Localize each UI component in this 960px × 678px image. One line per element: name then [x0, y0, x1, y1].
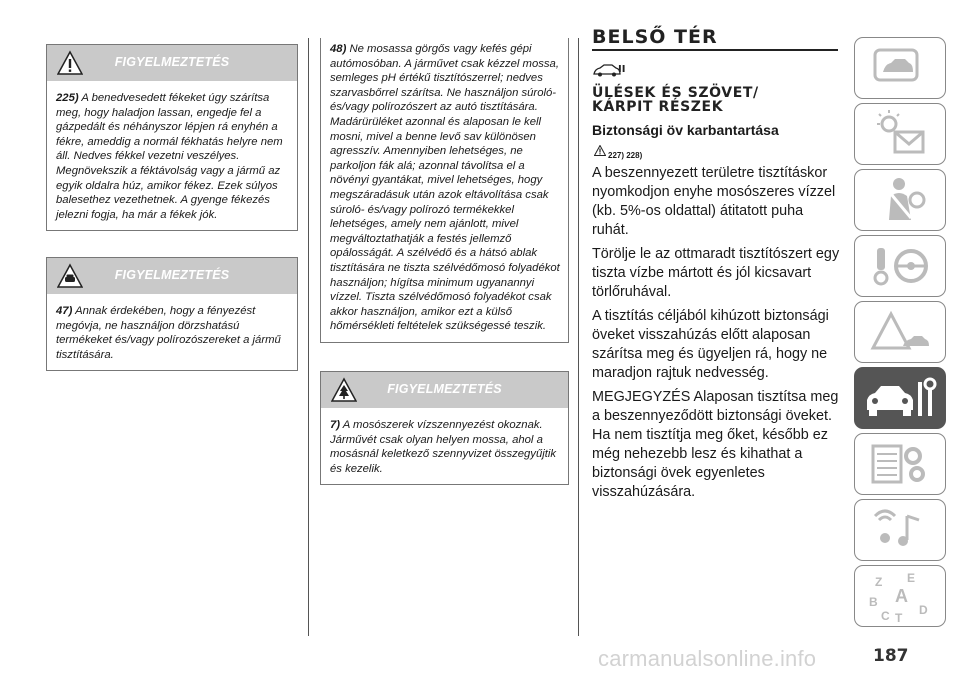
warning-body	[321, 408, 568, 484]
chapter-tab-maintenance[interactable]	[854, 367, 946, 429]
paragraph: A tisztítás céljából kihúzott biztonsági öveket visszahúzás előtt alaposan szárítsa meg és ügyeljen rá, hogy ne maradjon rajtuk nedvesség.	[592, 308, 829, 381]
chapter-tab-index[interactable]	[854, 565, 946, 627]
warning-header	[47, 45, 297, 81]
warning-box-washing	[320, 38, 569, 343]
media-music-icon	[855, 500, 945, 560]
warning-ref: 48)	[330, 43, 347, 55]
car-edition-icon	[592, 60, 636, 78]
warning-body	[321, 38, 568, 342]
warning-title: FIGYELMEZTETÉS	[114, 268, 230, 282]
paragraph: Törölje le az ottmaradt tisztítószert egy tiszta vízbe mártott és jól kicsavart törlőruhával.	[592, 246, 840, 300]
warning-light-envelope-icon	[855, 104, 945, 164]
warning-body	[47, 81, 297, 230]
warning-title: FIGYELMEZTETÉS	[387, 382, 502, 396]
body-text	[592, 164, 842, 507]
svg-text:A: A	[895, 586, 908, 606]
chapter-tab-warning-lights[interactable]	[854, 103, 946, 165]
warning-header	[47, 258, 297, 294]
chapter-tab-starting-driving[interactable]	[854, 235, 946, 297]
warning-ref: 47)	[56, 305, 73, 317]
paragraph: MEGJEGYZÉS Alaposan tisztítsa meg a beszennyeződött biztonsági öveket. Ha nem tisztítja meg őket, később ez még nehezebb lesz és kihathat a biztonsági övek egyenletes visszahúzására.	[592, 389, 839, 500]
seatbelt-person-icon	[855, 170, 945, 230]
chapter-tab-safety[interactable]	[854, 169, 946, 231]
svg-text:D: D	[919, 603, 928, 617]
warning-text: A mosószerek vízszennyezést okoznak. Járművét csak olyan helyen mossa, ahol a mosásnál keletkező szennyvizet összegyűjtik és kezelik.	[330, 419, 557, 475]
data-gears-icon	[855, 434, 945, 494]
alphabet-index-icon	[855, 566, 945, 626]
column-divider	[308, 38, 309, 636]
warning-text: A benedvesedett fékeket úgy szárítsa meg, hogy haladjon lassan, engedje fel a gázpedált és néhányszor lépjen rá enyhén a fékre, ameddig a normál fékhatás helyre nem áll. Nedves fékkel vezetni veszélyes. Megnövekszik a féktávolság vagy a jármű az egyik oldalra húz, amikor fékez. Ezek súlyos balesethez vezethetnek. A gyenge fékezés jelezni fogja, ha már a fékek jók.	[56, 92, 283, 221]
section-rule	[592, 49, 838, 51]
svg-text:E: E	[907, 571, 916, 585]
svg-text:C: C	[881, 609, 890, 623]
small-warning-icon	[594, 145, 606, 156]
warning-title: FIGYELMEZTETÉS	[114, 55, 230, 69]
reference-numbers: 227) 228)	[608, 151, 643, 160]
warning-text: Ne mosassa görgős vagy kefés gépi autómosóban. A járművet csak kézzel mossa, semleges pH értékű tisztítószerrel; nedves szarvasbőrrel szárítsa. Ne használjon súroló- és/vagy polírozószert az autó tisztítására. Madárürüléket azonnal és alaposan le kell mosni, mivel a benne levő sav különösen agresszív. Amennyiben lehetséges, ne parkoljon fák alá; azonnal távolítsa el a növényi gyantákat, mivel lehetséges, hogy megszáradásuk után azok eltávolítása csak súroló- és/vagy polírozó termékekkel lehetséges, amely nem ajánlott, mivel megváltoztathatják a festés jellemző opálosságát. A szélvédő és a hátsó ablak tisztítására ne tiszta szélvédőmosó folyadékot használjon; hígítsa minimum ugyanannyi vízzel. Tiszta szélvédőmosó folyadékot csak akkor használjon, amikor ezt a külső hőmérsékleti feltételek szükségessé teszik.	[330, 43, 560, 333]
page-number: 187	[873, 646, 909, 666]
section-title: BELSŐ TÉR	[592, 26, 718, 48]
svg-text:B: B	[869, 595, 878, 609]
svg-text:T: T	[895, 611, 903, 625]
svg-text:ⅠⅠ: ⅠⅠ	[618, 64, 626, 75]
warning-body	[47, 294, 297, 370]
warning-box-paint	[46, 257, 298, 371]
chapter-tab-multimedia[interactable]	[854, 499, 946, 561]
chapter-tab-dashboard[interactable]	[854, 37, 946, 99]
chapter-tab-technical-data[interactable]	[854, 433, 946, 495]
road-warning-icon	[855, 302, 945, 362]
warning-box-environment	[320, 371, 569, 485]
svg-text:Z: Z	[875, 575, 883, 589]
chapter-tab-emergency[interactable]	[854, 301, 946, 363]
warning-box-brakes	[46, 44, 298, 231]
subsection-title: ÜLÉSEK ÉS SZÖVET/ KÁRPIT RÉSZEK	[592, 85, 759, 115]
key-steering-wheel-icon	[855, 236, 945, 296]
paragraph: A beszennyezett területre tisztításkor nyomkodjon enyhe mosószeres vízzel (kb. 5%-os oldattal) átitatott puha ruhát.	[592, 165, 836, 238]
warning-ref: 225)	[56, 92, 79, 104]
warning-header	[321, 372, 568, 408]
car-dashboard-icon	[855, 38, 945, 98]
warning-ref: 7)	[330, 419, 341, 431]
heading-seatbelt-maintenance: Biztonsági öv karbantartása	[592, 122, 779, 138]
warning-text: Annak érdekében, hogy a fényezést megóvja, ne használjon dörzshatású termékeket és/vagy polírozószereket a jármű tisztítására.	[56, 305, 281, 361]
watermark: carmanualsonline.info	[598, 646, 817, 671]
column-divider	[578, 38, 579, 636]
car-wrench-icon	[855, 368, 945, 428]
